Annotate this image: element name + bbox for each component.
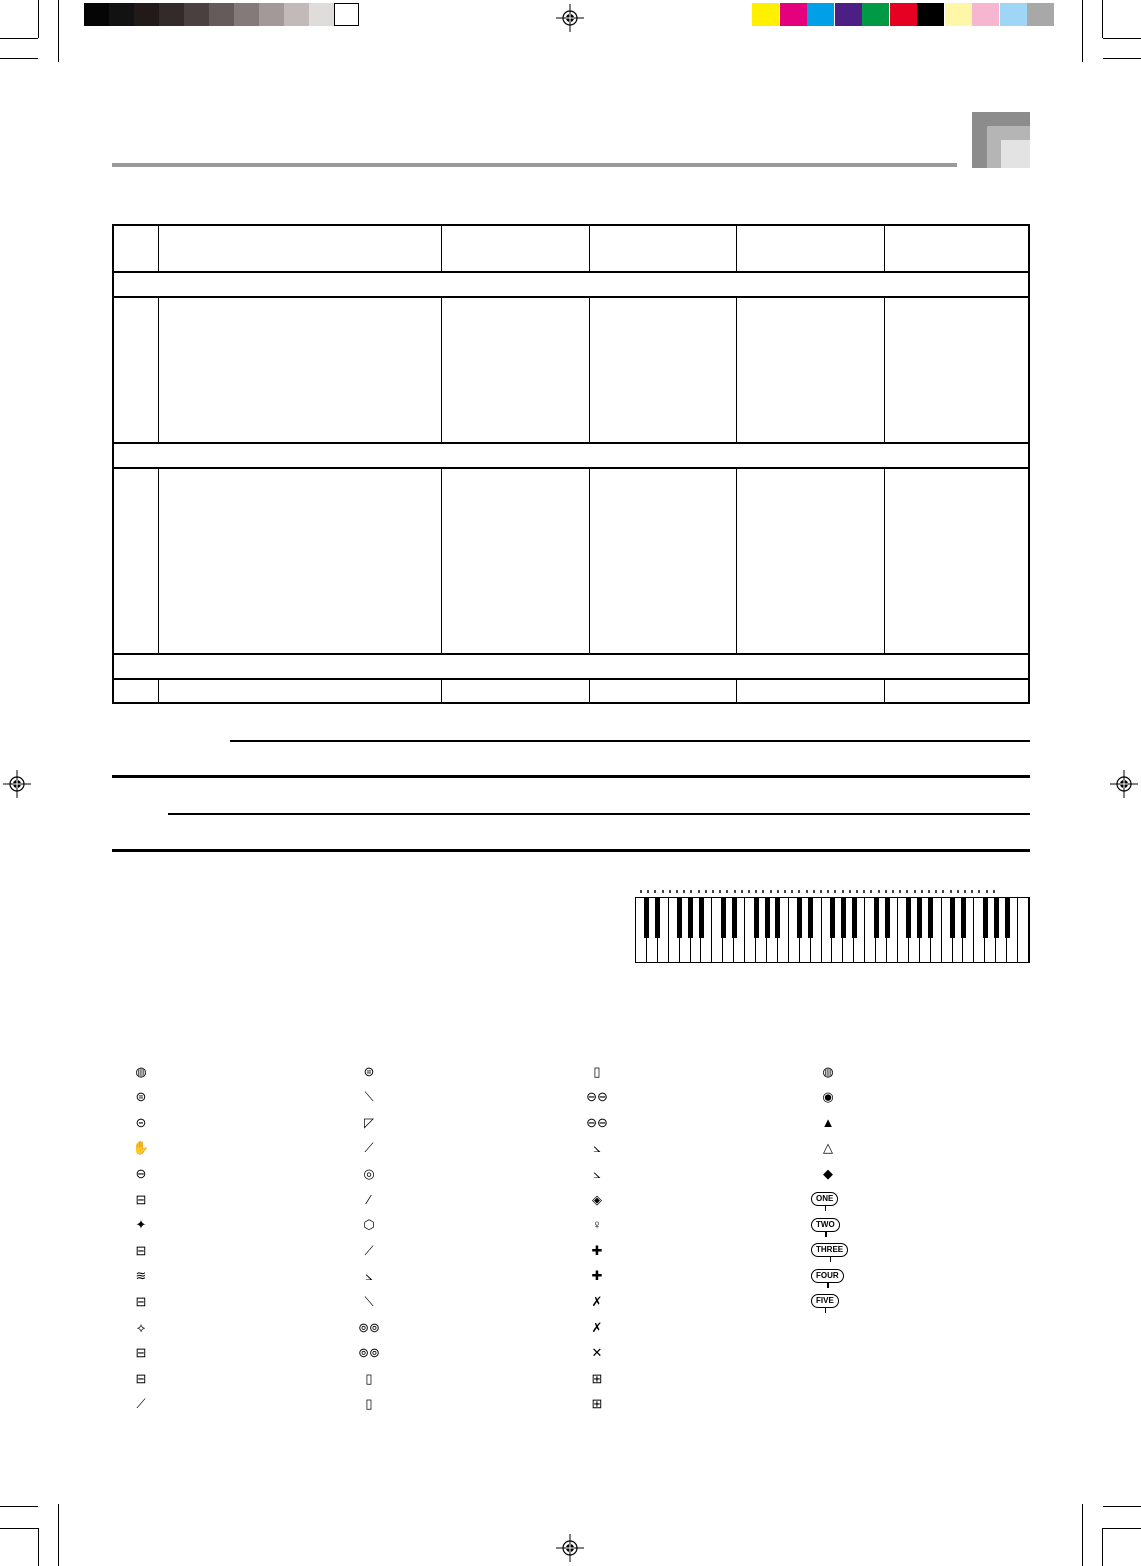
count-three-icon: THREE <box>811 1243 848 1257</box>
black-key <box>699 898 704 938</box>
key-label-mark <box>964 890 966 893</box>
black-key <box>874 898 879 938</box>
table-row-divider <box>114 653 1028 655</box>
key-label-mark <box>870 890 872 893</box>
key-label-mark <box>654 890 656 893</box>
low-agogo-icon: ⦣ <box>593 1165 601 1181</box>
table-row-divider <box>114 442 1028 444</box>
crop-mark <box>0 38 38 39</box>
key-label-mark <box>791 890 793 893</box>
key-label-mark <box>950 890 952 893</box>
color-swatch <box>807 3 834 26</box>
table-col-divider <box>441 226 442 271</box>
gray-swatch <box>109 3 134 26</box>
key-label-mark <box>726 890 728 893</box>
key-label-mark <box>762 890 764 893</box>
white-key <box>1018 898 1029 962</box>
high-timbale-icon: ⊖⊖ <box>586 1089 608 1105</box>
key-label-mark <box>662 890 664 893</box>
color-swatch <box>972 3 999 26</box>
crash-cymbal-icon: ⟋ <box>136 1396 146 1412</box>
key-label-mark <box>906 890 908 893</box>
mid-tom-1-icon: ⊟ <box>135 1345 147 1361</box>
table-col-divider <box>589 680 590 702</box>
crop-mark <box>1103 58 1141 59</box>
color-swatch <box>917 3 944 26</box>
key-label-mark <box>734 890 736 893</box>
high-tom-2-icon: ⊟ <box>135 1370 147 1386</box>
black-key <box>775 898 780 938</box>
key-label-mark <box>928 890 930 893</box>
splash-cymbal-icon: ⁄ <box>367 1191 371 1207</box>
key-label-mark <box>669 890 671 893</box>
key-label-mark <box>813 890 815 893</box>
key-label-mark <box>921 890 923 893</box>
low-wood-block-icon: ⊞ <box>591 1396 603 1412</box>
table-row-divider <box>114 678 1028 680</box>
cowbell-icon: ⬡ <box>363 1217 375 1233</box>
black-key <box>644 898 649 938</box>
gray-swatch <box>234 3 259 26</box>
count-two-icon: TWO <box>811 1218 840 1232</box>
key-label-mark <box>777 890 779 893</box>
black-key <box>688 898 693 938</box>
cabasa-icon: ◈ <box>592 1191 602 1207</box>
open-cuica-icon: ◉ <box>822 1089 834 1105</box>
low-tom-1-icon: ⊟ <box>135 1242 147 1258</box>
black-key <box>994 898 999 938</box>
crop-mark <box>0 58 38 59</box>
open-high-conga-icon: ▯ <box>365 1396 373 1412</box>
low-timbale-icon: ⊖⊖ <box>586 1114 608 1130</box>
key-label-mark <box>957 890 959 893</box>
black-key <box>917 898 922 938</box>
black-key <box>1005 898 1010 938</box>
black-key <box>841 898 846 938</box>
key-label-mark <box>942 890 944 893</box>
high-wood-block-icon: ⊞ <box>591 1370 603 1386</box>
gray-swatch <box>284 3 309 26</box>
electric-snare-icon: ⊖ <box>135 1165 147 1181</box>
table-col-divider <box>884 680 885 702</box>
key-label-mark <box>676 890 678 893</box>
mute-triangle-icon: ▲ <box>821 1114 835 1130</box>
black-key <box>655 898 660 938</box>
gray-swatch <box>134 3 159 26</box>
section-rule <box>112 775 1030 778</box>
table-col-divider <box>441 469 442 653</box>
gray-swatch <box>259 3 284 26</box>
registration-mark-icon <box>3 770 31 798</box>
hand-clap-icon: ✋ <box>132 1140 150 1156</box>
key-label-mark <box>820 890 822 893</box>
short-guiro-icon: ✗ <box>591 1293 603 1309</box>
key-label-mark <box>971 890 973 893</box>
key-label-mark <box>683 890 685 893</box>
crop-mark <box>1102 0 1103 38</box>
crop-mark <box>1082 0 1083 62</box>
table-row-divider <box>114 467 1028 469</box>
crop-mark <box>38 1528 39 1566</box>
key-label-mark <box>798 890 800 893</box>
black-key <box>906 898 911 938</box>
table-col-divider <box>736 469 737 653</box>
pedal-hihat-icon: ≋ <box>135 1268 147 1284</box>
color-swatch <box>890 3 917 26</box>
color-swatch <box>862 3 889 26</box>
tambourine-icon: ◎ <box>363 1165 375 1181</box>
count-four-icon: FOUR <box>811 1269 844 1283</box>
ride-cymbal-icon: ⟍ <box>364 1089 374 1105</box>
crop-mark <box>1103 1506 1141 1507</box>
short-whistle-icon: ✚ <box>591 1242 603 1258</box>
key-label-mark <box>978 890 980 893</box>
black-key <box>950 898 955 938</box>
black-key <box>765 898 770 938</box>
long-whistle-icon: ✚ <box>591 1268 603 1284</box>
registration-mark-icon <box>556 1534 584 1562</box>
table-col-divider <box>158 226 159 271</box>
table-col-divider <box>589 298 590 442</box>
key-label-mark <box>640 890 642 893</box>
key-label-mark <box>741 890 743 893</box>
low-tom-2-icon: ⊟ <box>135 1191 147 1207</box>
shaker-icon: ◆ <box>823 1165 833 1181</box>
header-rule <box>112 163 957 167</box>
key-label-mark <box>690 890 692 893</box>
claves-icon: ✕ <box>591 1345 603 1361</box>
key-label-mark <box>856 890 858 893</box>
crop-mark <box>1103 38 1141 39</box>
table-col-divider <box>736 680 737 702</box>
ride-bell-icon: ⟋ <box>364 1140 374 1156</box>
table-col-divider <box>158 469 159 653</box>
vibraslap-icon: ⦣ <box>365 1268 373 1284</box>
table-row-divider <box>114 296 1028 298</box>
ride-cymbal-2-icon: ⟍ <box>364 1293 374 1309</box>
count-five-icon: FIVE <box>811 1294 839 1308</box>
key-label-mark <box>784 890 786 893</box>
key-label-mark <box>899 890 901 893</box>
key-label-mark <box>885 890 887 893</box>
high-agogo-icon: ⦣ <box>593 1140 601 1156</box>
table-col-divider <box>158 680 159 702</box>
color-swatch <box>835 3 862 26</box>
crop-mark <box>38 0 39 38</box>
color-swatch <box>945 3 972 26</box>
crop-mark <box>58 1504 59 1566</box>
count-one-icon: ONE <box>811 1192 838 1206</box>
maracas-icon: ♀ <box>592 1217 602 1233</box>
table-col-divider <box>158 298 159 442</box>
high-bongo-icon: ⊚⊚ <box>358 1319 380 1335</box>
registration-mark-icon <box>1110 770 1138 798</box>
key-label-mark <box>827 890 829 893</box>
high-tom-1-icon: ⊜ <box>363 1063 375 1079</box>
section-tab-light <box>1001 140 1030 168</box>
low-bongo-icon: ⊚⊚ <box>358 1345 380 1361</box>
table-col-divider <box>736 226 737 271</box>
black-key <box>721 898 726 938</box>
table-col-divider <box>884 469 885 653</box>
key-label-mark <box>986 890 988 893</box>
key-label-mark <box>748 890 750 893</box>
section-rule <box>168 813 1030 815</box>
side-stick-drum-icon: ⊝ <box>135 1114 147 1130</box>
color-swatch <box>1000 3 1027 26</box>
key-label-mark <box>914 890 916 893</box>
low-conga-icon: ▯ <box>593 1063 601 1079</box>
key-label-mark <box>712 890 714 893</box>
crop-mark <box>1102 1528 1103 1566</box>
color-swatch <box>1027 3 1054 26</box>
black-key <box>732 898 737 938</box>
black-key <box>961 898 966 938</box>
table-col-divider <box>736 298 737 442</box>
gray-swatch <box>334 3 359 26</box>
mid-tom-2-icon: ⊟ <box>135 1293 147 1309</box>
key-label-mark <box>863 890 865 893</box>
key-label-mark <box>842 890 844 893</box>
mute-high-conga-icon: ▯ <box>365 1370 373 1386</box>
key-label-mark <box>892 890 894 893</box>
black-key <box>852 898 857 938</box>
black-key <box>808 898 813 938</box>
key-label-mark <box>834 890 836 893</box>
key-label-mark <box>698 890 700 893</box>
crop-mark <box>1082 1504 1083 1566</box>
table-row-divider <box>114 271 1028 273</box>
crop-mark <box>0 1528 38 1529</box>
key-label-mark <box>719 890 721 893</box>
table-col-divider <box>884 226 885 271</box>
bass-drum-icon: ◍ <box>135 1063 147 1079</box>
table-col-divider <box>884 298 885 442</box>
keyboard-diagram <box>635 897 1030 963</box>
open-hihat-icon: ⟡ <box>136 1319 146 1335</box>
section-rule <box>230 740 1030 742</box>
gray-swatch <box>84 3 109 26</box>
color-swatch <box>752 3 779 26</box>
black-key <box>797 898 802 938</box>
crop-mark <box>0 1506 38 1507</box>
key-label-mark <box>935 890 937 893</box>
key-label-mark <box>770 890 772 893</box>
gray-swatch <box>184 3 209 26</box>
table-col-divider <box>441 680 442 702</box>
section-rule <box>112 849 1030 852</box>
table-col-divider <box>589 226 590 271</box>
open-triangle-icon: △ <box>823 1140 833 1156</box>
black-key <box>677 898 682 938</box>
spec-table <box>112 224 1030 704</box>
registration-mark-icon <box>556 4 584 32</box>
black-key <box>885 898 890 938</box>
gray-swatch <box>309 3 334 26</box>
key-label-mark <box>647 890 649 893</box>
table-col-divider <box>589 469 590 653</box>
color-swatch <box>780 3 807 26</box>
mute-cuica-icon: ◍ <box>822 1063 834 1079</box>
crop-mark <box>1103 1528 1141 1529</box>
table-col-divider <box>441 298 442 442</box>
black-key <box>754 898 759 938</box>
snare-drum-icon: ⊜ <box>135 1089 147 1105</box>
long-guiro-icon: ✗ <box>591 1319 603 1335</box>
key-label-mark <box>849 890 851 893</box>
black-key <box>928 898 933 938</box>
key-label-mark <box>993 890 995 893</box>
key-label-mark <box>705 890 707 893</box>
chinese-cymbal-icon: ◸ <box>364 1114 374 1130</box>
black-key <box>830 898 835 938</box>
key-label-mark <box>755 890 757 893</box>
key-label-mark <box>806 890 808 893</box>
black-key <box>983 898 988 938</box>
crop-mark <box>58 0 59 62</box>
gray-swatch <box>159 3 184 26</box>
gray-swatch <box>209 3 234 26</box>
closed-hihat-icon: ✦ <box>135 1217 147 1233</box>
key-label-mark <box>878 890 880 893</box>
crash-cymbal-2-icon: ⟋ <box>364 1242 374 1258</box>
